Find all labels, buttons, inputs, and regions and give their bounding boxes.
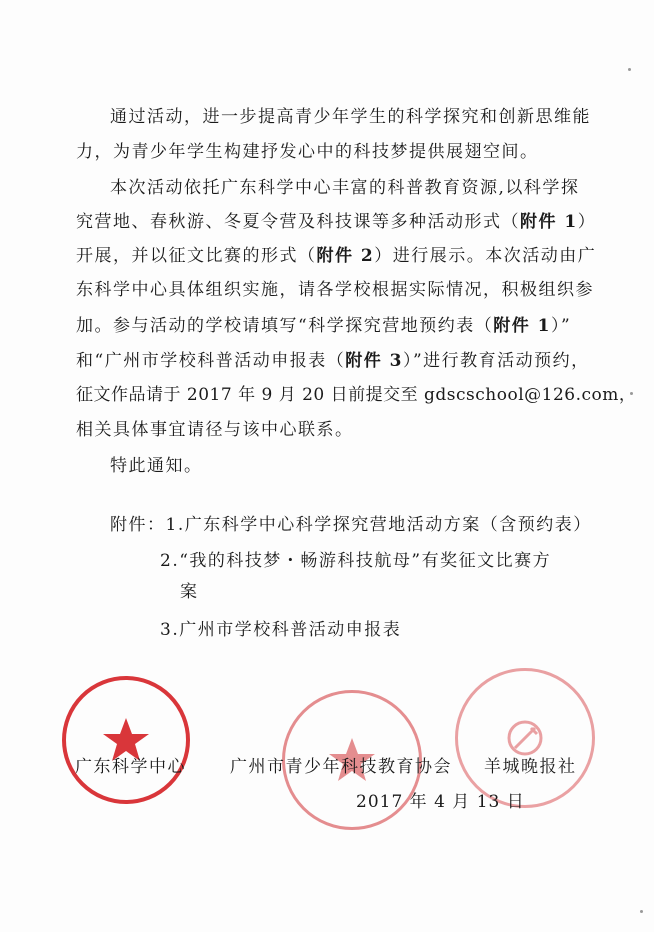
paragraph-line: 力，为青少年学生构建抒发心中的科技梦提供展翅空间。 [76,142,539,162]
attachment-ref: 附件 2 [316,246,375,266]
paragraph-line [76,211,596,233]
attachment-ref: 附件 3 [345,351,403,371]
signature-org: 羊城晚报社 [484,757,577,777]
attachments-label: 附件： [110,515,166,535]
text: ） [577,212,597,232]
paragraph-line: 相关具体事宜请径与该中心联系。 [76,420,354,440]
text: 加。参与活动的学校请填写“科学探究营地预约表（ [76,316,494,336]
seal-guangdong-science-center [62,676,190,804]
attachment-item: 3.广州市学校科普活动申报表 [160,620,402,640]
signature-org: 广州市青少年科技教育协会 [230,757,452,777]
paragraph-line: 征文作品请于 2017 年 9 月 20 日前提交至 gdscschool@126.com， [76,385,637,405]
attachment-item: 案 [180,582,199,602]
text: 和“广州市学校科普活动申报表（ [76,351,346,371]
closing: 特此通知。 [110,456,203,476]
text: ）”进行教育活动预约， [402,351,590,371]
text: ）进行展示。本次活动由广 [374,246,597,266]
attachments-first-line [110,514,592,536]
attachment-item: 1.广东科学中心科学探究营地活动方案（含预约表） [165,515,592,535]
paragraph-line: 本次活动依托广东科学中心丰富的科普教育资源,以科学探 [110,178,580,198]
text: 究营地、春秋游、冬夏令营及科技课等多种活动形式（ [76,212,520,232]
attachment-item: 2.“我的科技梦・畅游科技航母”有奖征文比赛方 [160,551,552,571]
attachment-ref: 附件 1 [493,316,551,336]
signature-org: 广东科学中心 [75,757,186,777]
text: 开展，并以征文比赛的形式（ [76,246,317,266]
paragraph-line [76,315,571,337]
paragraph-line: 东科学中心具体组织实施，请各学校根据实际情况，积极组织参 [76,280,594,300]
scan-speck [628,68,631,71]
paragraph-line: 通过活动，进一步提高青少年学生的科学探究和创新思维能 [110,107,591,127]
document-date: 2017 年 4 月 13 日 [356,792,525,812]
attachment-ref: 附件 1 [520,212,578,232]
text: ）” [550,316,572,336]
paragraph-line [76,245,596,267]
paragraph-line [76,350,590,372]
scan-speck [640,910,643,913]
